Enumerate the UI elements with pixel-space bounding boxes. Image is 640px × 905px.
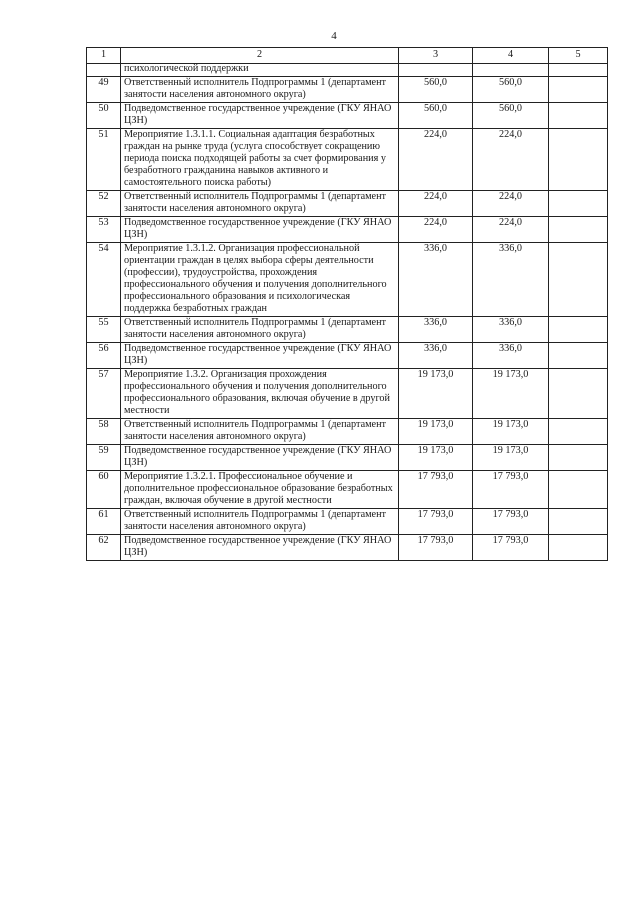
value-col3: 19 173,0: [399, 419, 473, 445]
table-row: [87, 445, 608, 471]
row-description: Подведомственное государственное учреждение (ГКУ ЯНАО ЦЗН): [121, 103, 399, 129]
continuation-row: [87, 64, 608, 77]
value-col5: [549, 445, 608, 471]
value-col3: 224,0: [399, 191, 473, 217]
table-row: [87, 369, 608, 419]
value-col4: 17 793,0: [473, 535, 549, 561]
table-header: [87, 48, 608, 64]
continuation-num-cell: [87, 64, 121, 77]
row-description: Подведомственное государственное учреждение (ГКУ ЯНАО ЦЗН): [121, 217, 399, 243]
budget-table: [86, 47, 608, 561]
column-number-row: [87, 48, 608, 64]
row-number: 50: [87, 103, 121, 129]
row-number: 58: [87, 419, 121, 445]
column-header: 1: [87, 48, 121, 64]
row-description: Ответственный исполнитель Подпрограммы 1 (департамент занятости населения автономного округа): [121, 509, 399, 535]
value-col5: [549, 369, 608, 419]
value-col5: [549, 419, 608, 445]
row-description: Мероприятие 1.3.1.1. Социальная адаптация безработных граждан на рынке труда (услуга способствует сокращению периода поиска подходящей работы за счет формирования у безработного гражданина навыков активного и самостоятельного поиска работы): [121, 129, 399, 191]
value-col4: 19 173,0: [473, 419, 549, 445]
value-col4: 224,0: [473, 217, 549, 243]
row-description: Ответственный исполнитель Подпрограммы 1 (департамент занятости населения автономного округа): [121, 317, 399, 343]
table-row: [87, 317, 608, 343]
row-description: Подведомственное государственное учреждение (ГКУ ЯНАО ЦЗН): [121, 343, 399, 369]
page-number: 4: [331, 30, 337, 42]
value-col3: 17 793,0: [399, 535, 473, 561]
column-header: 2: [121, 48, 399, 64]
value-col5: [549, 243, 608, 317]
row-number: 60: [87, 471, 121, 509]
value-col5: [549, 191, 608, 217]
row-number: 55: [87, 317, 121, 343]
continuation-cell: [549, 64, 608, 77]
value-col5: [549, 317, 608, 343]
row-number: 57: [87, 369, 121, 419]
row-number: 53: [87, 217, 121, 243]
value-col5: [549, 129, 608, 191]
row-description: Подведомственное государственное учреждение (ГКУ ЯНАО ЦЗН): [121, 535, 399, 561]
continuation-cell: [473, 64, 549, 77]
row-number: 56: [87, 343, 121, 369]
row-description: Ответственный исполнитель Подпрограммы 1 (департамент занятости населения автономного округа): [121, 191, 399, 217]
table-row: [87, 129, 608, 191]
continuation-text: психологической поддержки: [121, 64, 399, 77]
row-description: Ответственный исполнитель Подпрограммы 1 (департамент занятости населения автономного округа): [121, 419, 399, 445]
table-row: [87, 217, 608, 243]
table-body: [87, 64, 608, 561]
value-col4: 17 793,0: [473, 471, 549, 509]
value-col5: [549, 535, 608, 561]
value-col4: 336,0: [473, 243, 549, 317]
value-col5: [549, 77, 608, 103]
row-description: Мероприятие 1.3.2. Организация прохождения профессионального обучения и получения дополнительного профессионального образования, включая обучение в другой местности: [121, 369, 399, 419]
value-col3: 17 793,0: [399, 509, 473, 535]
column-header: 3: [399, 48, 473, 64]
value-col4: 224,0: [473, 191, 549, 217]
table-row: [87, 419, 608, 445]
value-col3: 336,0: [399, 343, 473, 369]
row-number: 51: [87, 129, 121, 191]
continuation-cell: [399, 64, 473, 77]
row-description: Подведомственное государственное учреждение (ГКУ ЯНАО ЦЗН): [121, 445, 399, 471]
value-col3: 560,0: [399, 103, 473, 129]
table-row: [87, 509, 608, 535]
row-number: 52: [87, 191, 121, 217]
value-col3: 336,0: [399, 317, 473, 343]
table-row: [87, 77, 608, 103]
value-col5: [549, 471, 608, 509]
row-description: Мероприятие 1.3.2.1. Профессиональное обучение и дополнительное профессиональное образование безработных граждан, включая обучение в другой местности: [121, 471, 399, 509]
value-col3: 224,0: [399, 129, 473, 191]
column-header: 4: [473, 48, 549, 64]
value-col4: 19 173,0: [473, 369, 549, 419]
value-col4: 560,0: [473, 77, 549, 103]
value-col3: 19 173,0: [399, 369, 473, 419]
row-description: Мероприятие 1.3.1.2. Организация профессиональной ориентации граждан в целях выбора сферы деятельности (профессии), трудоустройства, прохождения профессионального обучения и получения дополнительного профессионального образования и психологическая поддержка безработных граждан: [121, 243, 399, 317]
value-col3: 560,0: [399, 77, 473, 103]
table-row: [87, 103, 608, 129]
value-col4: 17 793,0: [473, 509, 549, 535]
column-header: 5: [549, 48, 608, 64]
value-col5: [549, 509, 608, 535]
value-col4: 224,0: [473, 129, 549, 191]
row-number: 61: [87, 509, 121, 535]
value-col5: [549, 343, 608, 369]
row-description: Ответственный исполнитель Подпрограммы 1 (департамент занятости населения автономного округа): [121, 77, 399, 103]
value-col3: 19 173,0: [399, 445, 473, 471]
table-row: [87, 243, 608, 317]
table-row: [87, 191, 608, 217]
row-number: 62: [87, 535, 121, 561]
row-number: 54: [87, 243, 121, 317]
value-col3: 336,0: [399, 243, 473, 317]
value-col5: [549, 217, 608, 243]
table-row: [87, 471, 608, 509]
value-col4: 336,0: [473, 343, 549, 369]
row-number: 59: [87, 445, 121, 471]
value-col4: 336,0: [473, 317, 549, 343]
value-col3: 224,0: [399, 217, 473, 243]
table-row: [87, 535, 608, 561]
row-number: 49: [87, 77, 121, 103]
value-col5: [549, 103, 608, 129]
value-col4: 560,0: [473, 103, 549, 129]
value-col3: 17 793,0: [399, 471, 473, 509]
value-col4: 19 173,0: [473, 445, 549, 471]
table-row: [87, 343, 608, 369]
